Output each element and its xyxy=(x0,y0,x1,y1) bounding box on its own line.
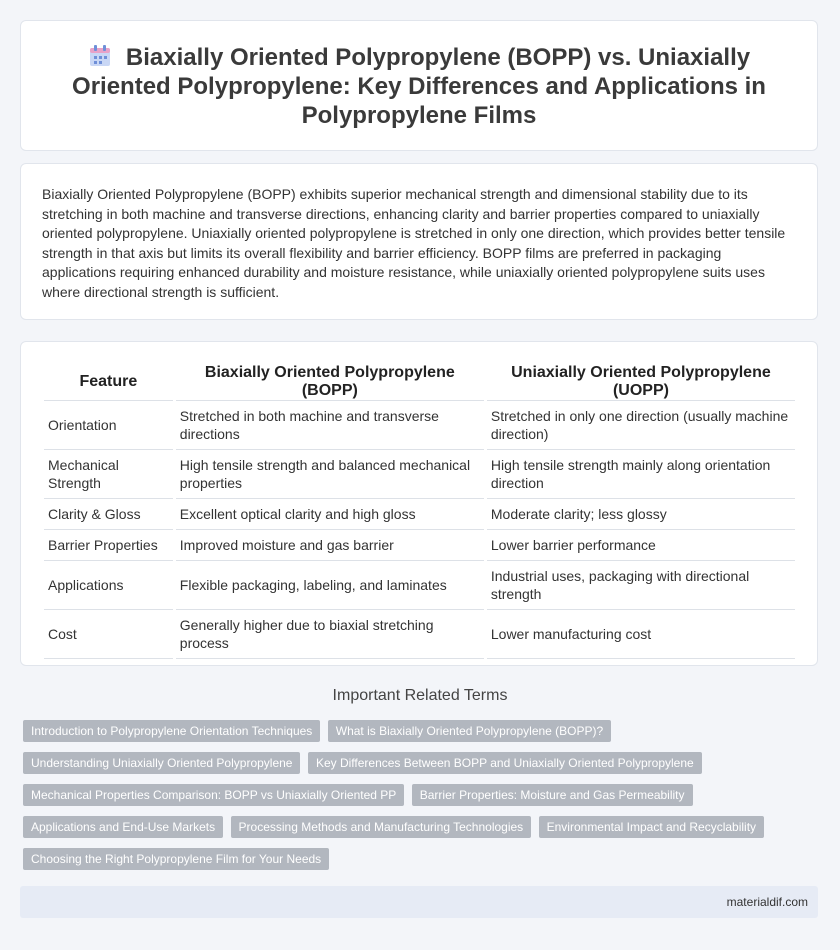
related-term-tag[interactable]: Introduction to Polypropylene Orientation Techniques xyxy=(23,720,320,742)
title-card xyxy=(20,20,818,151)
cell-bopp: Excellent optical clarity and high gloss xyxy=(176,499,484,530)
cell-bopp: High tensile strength and balanced mechanical properties xyxy=(176,450,484,499)
calendar-icon xyxy=(88,45,112,67)
related-term-tag[interactable]: Key Differences Between BOPP and Uniaxially Oriented Polypropylene xyxy=(308,752,702,774)
table-header-row xyxy=(44,360,795,401)
cell-bopp: Stretched in both machine and transverse directions xyxy=(176,401,484,450)
table-row xyxy=(44,450,795,499)
footer xyxy=(20,886,818,918)
cell-bopp: Flexible packaging, labeling, and laminates xyxy=(176,561,484,610)
related-term-tag[interactable]: Applications and End-Use Markets xyxy=(23,816,223,838)
page-title-text: Biaxially Oriented Polypropylene (BOPP) vs. Uniaxially Oriented Polypropylene: Key Differences and Applications in Polypropylene Films xyxy=(72,44,766,129)
cell-uopp: Stretched in only one direction (usually machine direction) xyxy=(487,401,795,450)
table-row xyxy=(44,499,795,530)
header-bopp: Biaxially Oriented Polypropylene (BOPP) xyxy=(176,360,484,401)
cell-bopp: Improved moisture and gas barrier xyxy=(176,530,484,561)
cell-uopp: Lower barrier performance xyxy=(487,530,795,561)
intro-card xyxy=(20,163,818,320)
related-term-tag[interactable]: Environmental Impact and Recyclability xyxy=(539,816,764,838)
cell-feature: Applications xyxy=(44,561,173,610)
page-title xyxy=(51,43,787,130)
related-term-tag[interactable]: Barrier Properties: Moisture and Gas Permeability xyxy=(412,784,693,806)
cell-uopp: Moderate clarity; less glossy xyxy=(487,499,795,530)
comparison-table xyxy=(41,360,798,659)
table-row xyxy=(44,530,795,561)
related-term-tag[interactable]: Processing Methods and Manufacturing Technologies xyxy=(231,816,532,838)
related-term-tag[interactable]: Mechanical Properties Comparison: BOPP vs Uniaxially Oriented PP xyxy=(23,784,404,806)
footer-site-link[interactable]: materialdif.com xyxy=(726,895,808,909)
header-uopp: Uniaxially Oriented Polypropylene (UOPP) xyxy=(487,360,795,401)
cell-uopp: Lower manufacturing cost xyxy=(487,610,795,659)
related-terms-heading: Important Related Terms xyxy=(332,687,508,704)
header-feature: Feature xyxy=(44,360,173,401)
cell-bopp: Generally higher due to biaxial stretching process xyxy=(176,610,484,659)
cell-uopp: Industrial uses, packaging with directional strength xyxy=(487,561,795,610)
cell-feature: Orientation xyxy=(44,401,173,450)
cell-feature: Cost xyxy=(44,610,173,659)
related-term-tag[interactable]: Choosing the Right Polypropylene Film for Your Needs xyxy=(23,848,329,870)
cell-feature: Clarity & Gloss xyxy=(44,499,173,530)
table-row xyxy=(44,561,795,610)
related-term-tag[interactable]: Understanding Uniaxially Oriented Polypropylene xyxy=(23,752,300,774)
table-row xyxy=(44,401,795,450)
related-term-tag[interactable]: What is Biaxially Oriented Polypropylene (BOPP)? xyxy=(328,720,611,742)
intro-paragraph: Biaxially Oriented Polypropylene (BOPP) exhibits superior mechanical strength and dimensional stability due to its stretching in both machine and transverse directions, enhancing clarity and barrier properties compared to uniaxially oriented polypropylene. Uniaxially oriented polypropylene is stretched in only one direction, which provides better tensile strength in that axis but limits its overall flexibility and barrier efficiency. BOPP films are preferred in packaging applications requiring enhanced durability and moisture resistance, while uniaxially oriented polypropylene suits uses where directional strength is sufficient. xyxy=(42,186,786,300)
cell-uopp: High tensile strength mainly along orientation direction xyxy=(487,450,795,499)
cell-feature: Barrier Properties xyxy=(44,530,173,561)
related-terms-list xyxy=(23,720,803,880)
table-row xyxy=(44,610,795,659)
comparison-table-card xyxy=(20,341,818,666)
cell-feature: Mechanical Strength xyxy=(44,450,173,499)
